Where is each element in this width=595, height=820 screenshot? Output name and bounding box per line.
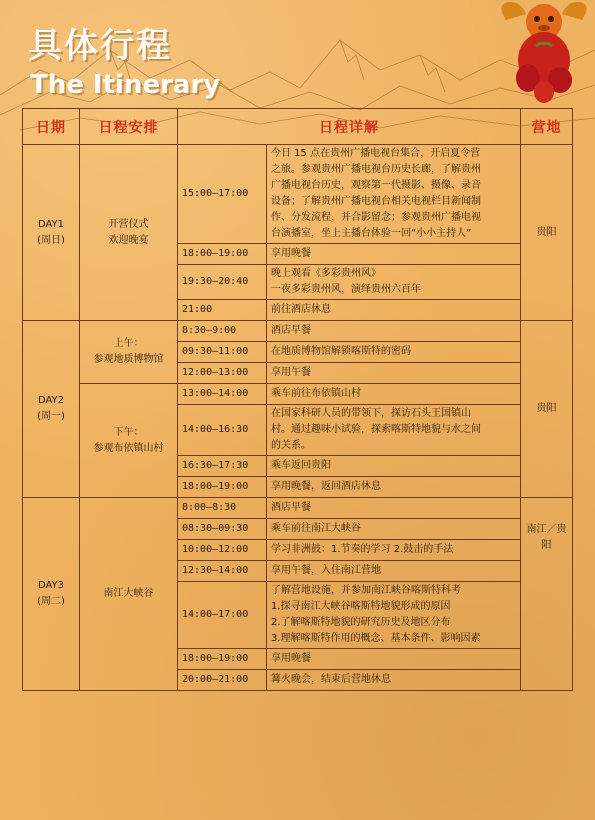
time-cell: 16:30—17:30 xyxy=(178,456,267,477)
day-label: DAY1 xyxy=(37,218,65,230)
detail-line: 2.了解喀斯特地貌的研究历史及地区分布 xyxy=(271,617,451,628)
plan-label: 上午： xyxy=(113,338,144,349)
detail-line: 作、分发流程，并合影留念；参观贵州广播电视 xyxy=(271,212,481,223)
day-weekday: (周二) xyxy=(37,596,65,607)
itinerary-table xyxy=(22,108,573,691)
page-subtitle: The Itinerary xyxy=(30,70,221,100)
time-cell: 18:00—19:00 xyxy=(178,477,267,498)
detail-line: 一夜多彩贵州风，演绎贵州六百年 xyxy=(271,284,421,295)
day-label: DAY3 xyxy=(37,580,65,591)
plan-cell xyxy=(80,321,178,384)
plan-label: 开营仪式 xyxy=(108,218,149,230)
time-cell: 09:30—11:00 xyxy=(178,342,267,363)
plan-label: 下午： xyxy=(113,426,144,438)
detail-cell: 享用午餐 xyxy=(267,363,521,384)
time-cell: 13:00—14:00 xyxy=(178,384,267,405)
detail-line: 1.探寻南江大峡谷喀斯特地貌形成的原因 xyxy=(271,601,451,612)
detail-line: 之旅。参观贵州广播电视台历史长廊，了解贵州 xyxy=(271,164,481,175)
detail-cell: 享用午餐，入住南江营地 xyxy=(267,561,521,582)
time-cell: 20:00—21:00 xyxy=(178,670,267,691)
detail-cell: 乘车前往布依镇山村 xyxy=(267,384,521,405)
plan-label: 参观地质博物馆 xyxy=(93,354,164,365)
detail-cell: 乘车返回贵阳 xyxy=(267,456,521,477)
detail-line: 3.理解喀斯特作用的概念、基本条件、影响因素 xyxy=(271,633,481,644)
detail-line: 的关系。 xyxy=(271,440,311,451)
detail-line: 晚上观看《多彩贵州风》 xyxy=(271,268,381,279)
time-cell: 12:30—14:00 xyxy=(178,561,267,582)
time-cell: 12:00—13:00 xyxy=(178,363,267,384)
red-mascot-illustration xyxy=(496,0,592,106)
header-camp: 营地 xyxy=(521,109,573,145)
day-weekday: (周一) xyxy=(37,411,65,422)
time-cell: 14:00—16:30 xyxy=(178,405,267,456)
detail-cell xyxy=(267,405,521,456)
detail-cell: 前往酒店休息 xyxy=(267,300,521,321)
plan-label: 欢迎晚宴 xyxy=(108,234,149,246)
detail-cell: 酒店早餐 xyxy=(267,498,521,519)
day-label: DAY2 xyxy=(37,395,65,406)
table-row xyxy=(23,384,573,405)
header-details: 日程详解 xyxy=(178,109,521,145)
time-cell: 10:00—12:00 xyxy=(178,540,267,561)
detail-line: 广播电视台历史，观察第一代摄影、摄像、录音 xyxy=(271,180,481,191)
day-cell xyxy=(23,321,80,498)
plan-cell xyxy=(80,498,178,691)
time-cell: 8:30—9:00 xyxy=(178,321,267,342)
plan-label: 南江大峡谷 xyxy=(103,588,154,599)
day-cell xyxy=(23,498,80,691)
plan-cell xyxy=(80,145,178,321)
table-row xyxy=(23,145,573,244)
time-cell: 18:00—19:00 xyxy=(178,649,267,670)
time-cell: 15:00—17:00 xyxy=(178,145,267,244)
table-row xyxy=(23,321,573,342)
time-cell: 18:00—19:00 xyxy=(178,244,267,265)
plan-cell xyxy=(80,384,178,498)
camp-cell: 贵阳 xyxy=(521,321,573,498)
detail-cell xyxy=(267,145,521,244)
time-cell: 8:00—8:30 xyxy=(178,498,267,519)
detail-line: 在国家科研人员的带领下，探访石头王国镇山 xyxy=(271,408,471,419)
detail-cell xyxy=(267,582,521,649)
detail-cell: 享用晚餐，返回酒店休息 xyxy=(267,477,521,498)
detail-cell xyxy=(267,265,521,300)
header-date: 日期 xyxy=(23,109,80,145)
detail-cell: 篝火晚会，结束后营地休息 xyxy=(267,670,521,691)
camp-label: 南江／贵阳 xyxy=(526,524,567,551)
day-cell xyxy=(23,145,80,321)
detail-line: 今日 15 点在贵州广播电视台集合，开启夏令营 xyxy=(271,148,481,159)
detail-cell: 乘车前往南江大峡谷 xyxy=(267,519,521,540)
detail-line: 了解营地设施，并参加南江峡谷喀斯特科考 xyxy=(271,585,461,596)
detail-cell: 学习非洲鼓：1.节奏的学习 2.鼓击的手法 xyxy=(267,540,521,561)
plan-label: 参观布依镇山村 xyxy=(93,442,164,454)
time-cell: 19:30—20:40 xyxy=(178,265,267,300)
detail-cell: 享用晚餐 xyxy=(267,244,521,265)
page-title: 具体行程 xyxy=(28,26,172,66)
header-schedule: 日程安排 xyxy=(80,109,178,145)
detail-line: 设备；了解贵州广播电视台相关电视栏目新闻制 xyxy=(271,196,481,207)
table-row xyxy=(23,498,573,519)
table-header-row xyxy=(23,109,573,145)
detail-cell: 酒店早餐 xyxy=(267,321,521,342)
time-cell: 08:30—09:30 xyxy=(178,519,267,540)
time-cell: 14:00—17:00 xyxy=(178,582,267,649)
detail-cell: 在地质博物馆解锁喀斯特的密码 xyxy=(267,342,521,363)
detail-cell: 享用晚餐 xyxy=(267,649,521,670)
detail-line: 台演播室，坐上主播台体验一回“小小主持人” xyxy=(271,228,472,239)
day-weekday: (周日) xyxy=(37,234,65,246)
detail-line: 村。通过趣味小试验，探索喀斯特地貌与水之间 xyxy=(271,424,481,435)
camp-cell xyxy=(521,498,573,691)
time-cell: 21:00 xyxy=(178,300,267,321)
camp-cell: 贵阳 xyxy=(521,145,573,321)
